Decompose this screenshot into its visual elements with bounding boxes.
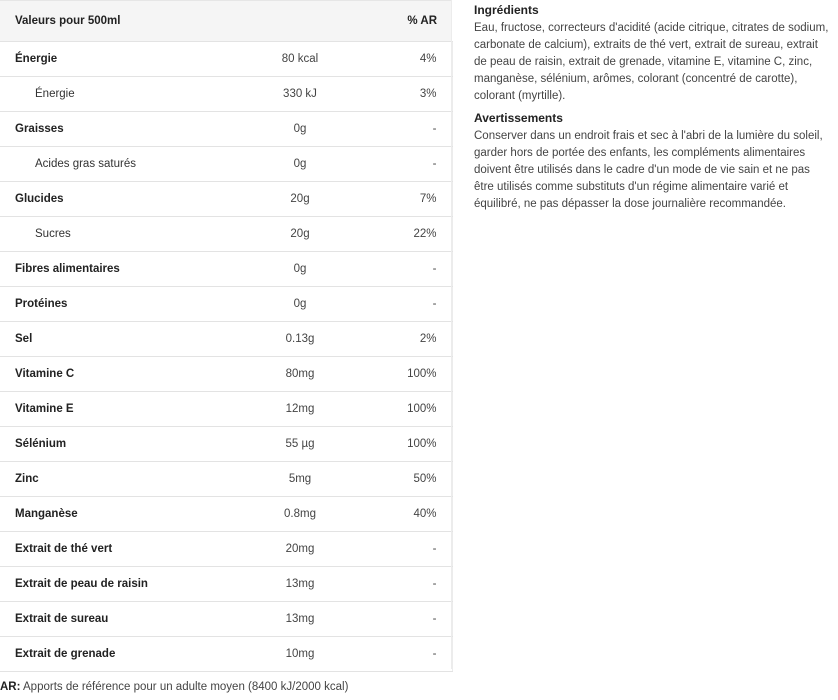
nutrient-ar: - bbox=[360, 252, 452, 287]
nutrient-ar: 4% bbox=[360, 42, 452, 77]
nutrient-value: 0.13g bbox=[240, 322, 360, 357]
table-row bbox=[0, 462, 452, 497]
nutrient-ar: - bbox=[360, 567, 452, 602]
footnote-label: AR: bbox=[0, 681, 21, 693]
nutrient-ar: - bbox=[360, 637, 452, 672]
footnote-text: Apports de référence pour un adulte moyen (8400 kJ/2000 kcal) bbox=[20, 681, 349, 693]
nutrient-ar: - bbox=[360, 602, 452, 637]
nutrient-value: 20g bbox=[240, 182, 360, 217]
nutrient-ar: 22% bbox=[360, 217, 452, 252]
nutrient-ar: 100% bbox=[360, 427, 452, 462]
nutrient-name: Extrait de sureau bbox=[0, 602, 240, 637]
nutrient-value: 10mg bbox=[240, 637, 360, 672]
nutrient-value: 0g bbox=[240, 287, 360, 322]
table-row bbox=[0, 532, 452, 567]
warnings-text: Conserver dans un endroit frais et sec à l'abri de la lumière du soleil, garder hors de portée des enfants, les compléments alimentaires doivent être utilisés dans le cadre d'un mode de vie sain et ne pas être utilisés comme substituts d'un régime alimentaire varié et équilibré, ne pas dépasser la dose journalière recommandée. bbox=[474, 130, 823, 210]
nutrient-name: Sel bbox=[0, 322, 240, 357]
nutrient-name: Énergie bbox=[0, 77, 240, 112]
nutrient-ar: 50% bbox=[360, 462, 452, 497]
table-row bbox=[0, 637, 452, 672]
nutrient-name: Énergie bbox=[0, 42, 240, 77]
footnote bbox=[0, 681, 348, 693]
nutrient-name: Acides gras saturés bbox=[0, 147, 240, 182]
nutrient-name: Zinc bbox=[0, 462, 240, 497]
nutrient-name: Extrait de thé vert bbox=[0, 532, 240, 567]
nutrient-ar: - bbox=[360, 147, 452, 182]
nutrient-ar: - bbox=[360, 287, 452, 322]
nutrient-value: 55 µg bbox=[240, 427, 360, 462]
table-row bbox=[0, 182, 452, 217]
warnings-title: Avertissements bbox=[474, 111, 563, 125]
nutrient-ar: 100% bbox=[360, 392, 452, 427]
nutrient-name: Manganèse bbox=[0, 497, 240, 532]
nutrient-ar: - bbox=[360, 532, 452, 567]
nutrient-value: 20mg bbox=[240, 532, 360, 567]
table-row bbox=[0, 42, 452, 77]
ingredients-text: Eau, fructose, correcteurs d'acidité (acide citrique, citrates de sodium, carbonate de calcium), extraits de thé vert, extrait de sureau, extrait de peau de raisin, extrait de grenade, vitamine E, vitamine C, zinc, manganèse, sélénium, arômes, colorant (concentré de carotte), colorant (myrtille). bbox=[474, 22, 829, 102]
nutrient-name: Extrait de peau de raisin bbox=[0, 567, 240, 602]
ingredients-title: Ingrédients bbox=[474, 3, 539, 17]
table-row bbox=[0, 112, 452, 147]
nutrient-name: Fibres alimentaires bbox=[0, 252, 240, 287]
header-name: Valeurs pour 500ml bbox=[0, 1, 240, 42]
nutrient-value: 20g bbox=[240, 217, 360, 252]
nutrition-body bbox=[0, 42, 452, 672]
nutrient-value: 330 kJ bbox=[240, 77, 360, 112]
nutrient-name: Glucides bbox=[0, 182, 240, 217]
nutrient-value: 13mg bbox=[240, 602, 360, 637]
nutrient-name: Sucres bbox=[0, 217, 240, 252]
table-row bbox=[0, 392, 452, 427]
table-row bbox=[0, 602, 452, 637]
nutrient-name: Vitamine E bbox=[0, 392, 240, 427]
nutrient-name: Vitamine C bbox=[0, 357, 240, 392]
table-row bbox=[0, 357, 452, 392]
table-row bbox=[0, 252, 452, 287]
table-row bbox=[0, 497, 452, 532]
nutrient-name: Graisses bbox=[0, 112, 240, 147]
header-ar: % AR bbox=[360, 1, 452, 42]
header-value bbox=[240, 1, 360, 42]
nutrient-value: 5mg bbox=[240, 462, 360, 497]
nutrient-value: 80 kcal bbox=[240, 42, 360, 77]
nutrient-ar: 3% bbox=[360, 77, 452, 112]
nutrient-value: 12mg bbox=[240, 392, 360, 427]
table-row bbox=[0, 322, 452, 357]
nutrient-name: Extrait de grenade bbox=[0, 637, 240, 672]
nutrient-value: 0g bbox=[240, 112, 360, 147]
nutrient-value: 0g bbox=[240, 252, 360, 287]
nutrient-ar: 40% bbox=[360, 497, 452, 532]
product-info bbox=[474, 3, 832, 213]
nutrient-value: 13mg bbox=[240, 567, 360, 602]
table-row bbox=[0, 147, 452, 182]
table-row bbox=[0, 77, 452, 112]
nutrient-ar: 100% bbox=[360, 357, 452, 392]
nutrient-ar: 2% bbox=[360, 322, 452, 357]
nutrient-ar: - bbox=[360, 112, 452, 147]
table-header-row bbox=[0, 1, 452, 42]
nutrient-value: 0g bbox=[240, 147, 360, 182]
table-row bbox=[0, 217, 452, 252]
nutrient-value: 80mg bbox=[240, 357, 360, 392]
table-row bbox=[0, 427, 452, 462]
nutrient-ar: 7% bbox=[360, 182, 452, 217]
table-row bbox=[0, 287, 452, 322]
nutrient-name: Sélénium bbox=[0, 427, 240, 462]
table-row bbox=[0, 567, 452, 602]
nutrient-name: Protéines bbox=[0, 287, 240, 322]
nutrient-value: 0.8mg bbox=[240, 497, 360, 532]
